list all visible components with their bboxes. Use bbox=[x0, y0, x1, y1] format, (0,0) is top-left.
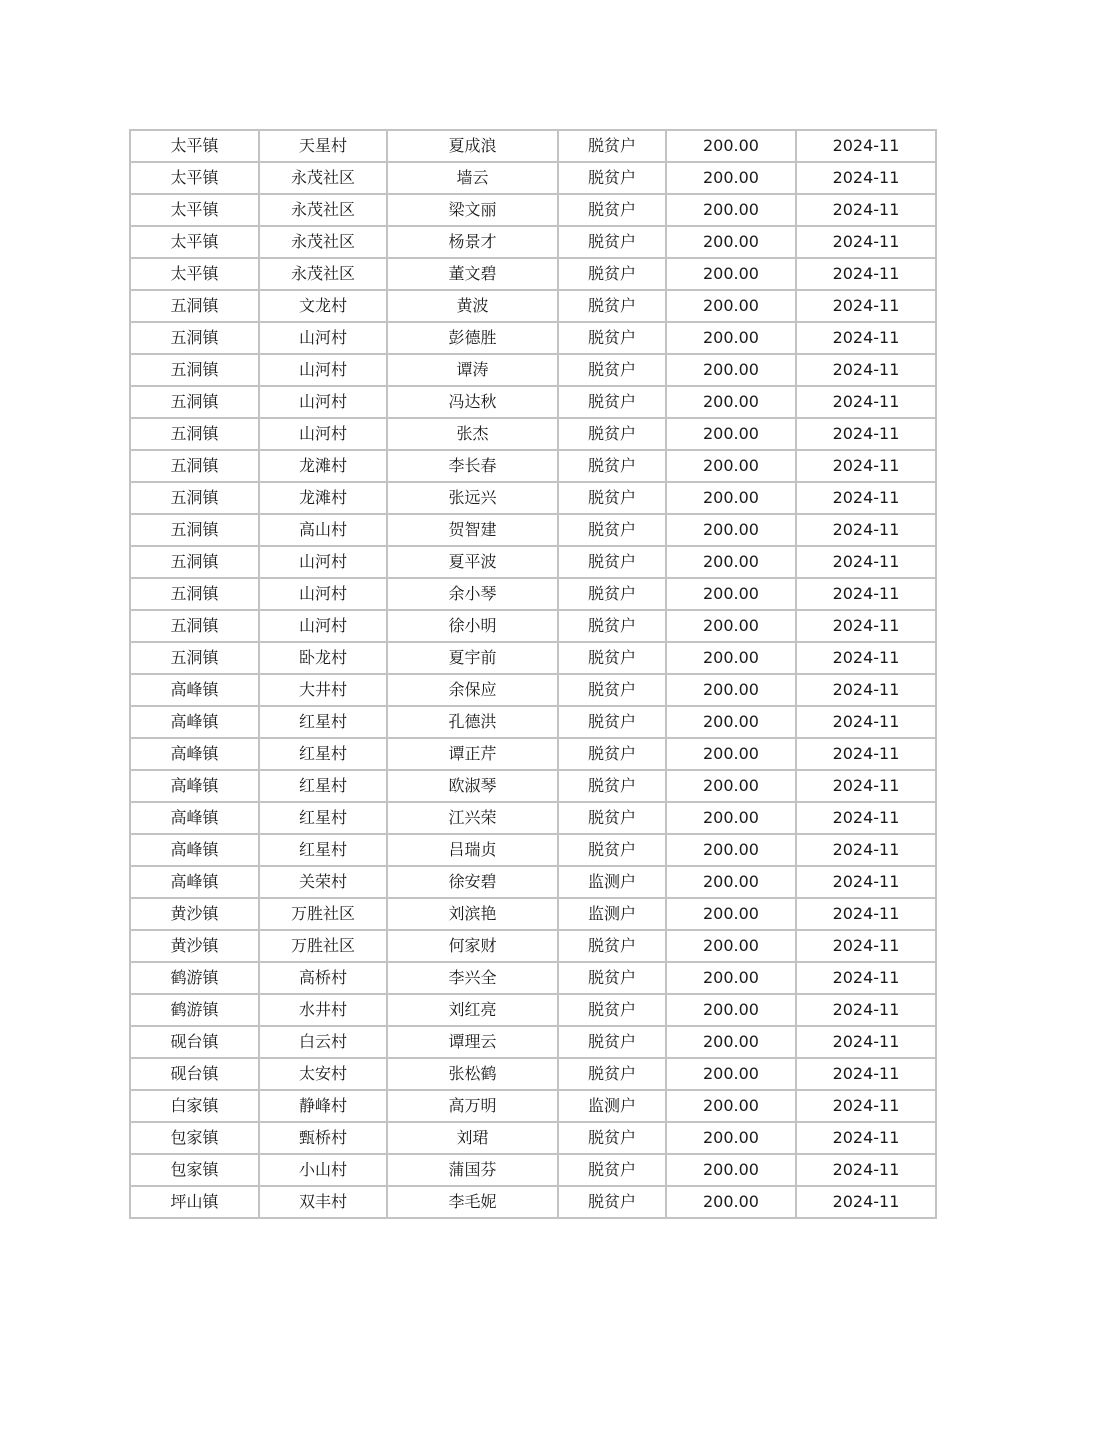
name-cell: 黄波 bbox=[387, 290, 558, 322]
amount-cell: 200.00 bbox=[666, 738, 796, 770]
table-row bbox=[130, 674, 936, 706]
village-cell: 山河村 bbox=[259, 322, 387, 354]
village-cell: 天星村 bbox=[259, 130, 387, 162]
name-cell: 吕瑞贞 bbox=[387, 834, 558, 866]
amount-cell: 200.00 bbox=[666, 354, 796, 386]
household-type-cell: 脱贫户 bbox=[558, 1058, 666, 1090]
household-type-cell: 脱贫户 bbox=[558, 610, 666, 642]
name-cell: 张松鹤 bbox=[387, 1058, 558, 1090]
month-cell: 2024-11 bbox=[796, 930, 936, 962]
town-cell: 五洞镇 bbox=[130, 514, 259, 546]
month-cell: 2024-11 bbox=[796, 1058, 936, 1090]
village-cell: 高桥村 bbox=[259, 962, 387, 994]
village-cell: 万胜社区 bbox=[259, 930, 387, 962]
name-cell: 何家财 bbox=[387, 930, 558, 962]
village-cell: 红星村 bbox=[259, 834, 387, 866]
table-row bbox=[130, 706, 936, 738]
table-row bbox=[130, 1058, 936, 1090]
name-cell: 刘珺 bbox=[387, 1122, 558, 1154]
town-cell: 五洞镇 bbox=[130, 354, 259, 386]
household-type-cell: 脱贫户 bbox=[558, 834, 666, 866]
town-cell: 砚台镇 bbox=[130, 1026, 259, 1058]
town-cell: 包家镇 bbox=[130, 1122, 259, 1154]
amount-cell: 200.00 bbox=[666, 610, 796, 642]
household-type-cell: 脱贫户 bbox=[558, 994, 666, 1026]
village-cell: 山河村 bbox=[259, 354, 387, 386]
table-row bbox=[130, 578, 936, 610]
amount-cell: 200.00 bbox=[666, 386, 796, 418]
household-type-cell: 脱贫户 bbox=[558, 226, 666, 258]
town-cell: 砚台镇 bbox=[130, 1058, 259, 1090]
amount-cell: 200.00 bbox=[666, 514, 796, 546]
household-type-cell: 脱贫户 bbox=[558, 930, 666, 962]
household-type-cell: 脱贫户 bbox=[558, 354, 666, 386]
town-cell: 太平镇 bbox=[130, 194, 259, 226]
table-row bbox=[130, 258, 936, 290]
name-cell: 梁文丽 bbox=[387, 194, 558, 226]
month-cell: 2024-11 bbox=[796, 226, 936, 258]
town-cell: 五洞镇 bbox=[130, 386, 259, 418]
household-type-cell: 脱贫户 bbox=[558, 130, 666, 162]
name-cell: 高万明 bbox=[387, 1090, 558, 1122]
amount-cell: 200.00 bbox=[666, 1154, 796, 1186]
table-row bbox=[130, 418, 936, 450]
town-cell: 太平镇 bbox=[130, 162, 259, 194]
month-cell: 2024-11 bbox=[796, 1154, 936, 1186]
name-cell: 蒲国芬 bbox=[387, 1154, 558, 1186]
table-row bbox=[130, 1090, 936, 1122]
name-cell: 李兴全 bbox=[387, 962, 558, 994]
month-cell: 2024-11 bbox=[796, 994, 936, 1026]
town-cell: 高峰镇 bbox=[130, 866, 259, 898]
name-cell: 江兴荣 bbox=[387, 802, 558, 834]
amount-cell: 200.00 bbox=[666, 1058, 796, 1090]
name-cell: 徐安碧 bbox=[387, 866, 558, 898]
month-cell: 2024-11 bbox=[796, 898, 936, 930]
town-cell: 五洞镇 bbox=[130, 418, 259, 450]
village-cell: 龙滩村 bbox=[259, 450, 387, 482]
month-cell: 2024-11 bbox=[796, 738, 936, 770]
name-cell: 墙云 bbox=[387, 162, 558, 194]
month-cell: 2024-11 bbox=[796, 418, 936, 450]
amount-cell: 200.00 bbox=[666, 674, 796, 706]
amount-cell: 200.00 bbox=[666, 834, 796, 866]
village-cell: 山河村 bbox=[259, 546, 387, 578]
village-cell: 小山村 bbox=[259, 1154, 387, 1186]
village-cell: 山河村 bbox=[259, 610, 387, 642]
month-cell: 2024-11 bbox=[796, 130, 936, 162]
name-cell: 彭德胜 bbox=[387, 322, 558, 354]
village-cell: 文龙村 bbox=[259, 290, 387, 322]
month-cell: 2024-11 bbox=[796, 834, 936, 866]
table-row bbox=[130, 130, 936, 162]
village-cell: 永茂社区 bbox=[259, 226, 387, 258]
name-cell: 余小琴 bbox=[387, 578, 558, 610]
table-row bbox=[130, 1122, 936, 1154]
name-cell: 刘滨艳 bbox=[387, 898, 558, 930]
name-cell: 董文碧 bbox=[387, 258, 558, 290]
town-cell: 五洞镇 bbox=[130, 546, 259, 578]
name-cell: 谭理云 bbox=[387, 1026, 558, 1058]
village-cell: 双丰村 bbox=[259, 1186, 387, 1218]
town-cell: 高峰镇 bbox=[130, 738, 259, 770]
table-row bbox=[130, 770, 936, 802]
household-type-cell: 脱贫户 bbox=[558, 1122, 666, 1154]
table-row bbox=[130, 162, 936, 194]
month-cell: 2024-11 bbox=[796, 1090, 936, 1122]
month-cell: 2024-11 bbox=[796, 1186, 936, 1218]
household-type-cell: 监测户 bbox=[558, 898, 666, 930]
village-cell: 永茂社区 bbox=[259, 258, 387, 290]
household-type-cell: 脱贫户 bbox=[558, 802, 666, 834]
table-row bbox=[130, 386, 936, 418]
name-cell: 谭正芹 bbox=[387, 738, 558, 770]
household-type-cell: 脱贫户 bbox=[558, 706, 666, 738]
amount-cell: 200.00 bbox=[666, 226, 796, 258]
table-row bbox=[130, 866, 936, 898]
household-type-cell: 脱贫户 bbox=[558, 962, 666, 994]
table-row bbox=[130, 994, 936, 1026]
household-type-cell: 监测户 bbox=[558, 1090, 666, 1122]
table-row bbox=[130, 194, 936, 226]
month-cell: 2024-11 bbox=[796, 322, 936, 354]
town-cell: 太平镇 bbox=[130, 258, 259, 290]
town-cell: 高峰镇 bbox=[130, 674, 259, 706]
name-cell: 张杰 bbox=[387, 418, 558, 450]
month-cell: 2024-11 bbox=[796, 578, 936, 610]
household-type-cell: 脱贫户 bbox=[558, 674, 666, 706]
amount-cell: 200.00 bbox=[666, 290, 796, 322]
month-cell: 2024-11 bbox=[796, 962, 936, 994]
village-cell: 山河村 bbox=[259, 578, 387, 610]
household-type-cell: 脱贫户 bbox=[558, 1154, 666, 1186]
table-row bbox=[130, 962, 936, 994]
village-cell: 静峰村 bbox=[259, 1090, 387, 1122]
household-type-cell: 脱贫户 bbox=[558, 418, 666, 450]
amount-cell: 200.00 bbox=[666, 322, 796, 354]
village-cell: 永茂社区 bbox=[259, 194, 387, 226]
name-cell: 夏宇前 bbox=[387, 642, 558, 674]
name-cell: 贺智建 bbox=[387, 514, 558, 546]
month-cell: 2024-11 bbox=[796, 194, 936, 226]
town-cell: 坪山镇 bbox=[130, 1186, 259, 1218]
name-cell: 李毛妮 bbox=[387, 1186, 558, 1218]
town-cell: 五洞镇 bbox=[130, 450, 259, 482]
village-cell: 甄桥村 bbox=[259, 1122, 387, 1154]
month-cell: 2024-11 bbox=[796, 162, 936, 194]
month-cell: 2024-11 bbox=[796, 386, 936, 418]
household-type-cell: 脱贫户 bbox=[558, 386, 666, 418]
table-row bbox=[130, 226, 936, 258]
household-type-cell: 脱贫户 bbox=[558, 770, 666, 802]
village-cell: 山河村 bbox=[259, 418, 387, 450]
amount-cell: 200.00 bbox=[666, 418, 796, 450]
name-cell: 杨景才 bbox=[387, 226, 558, 258]
month-cell: 2024-11 bbox=[796, 450, 936, 482]
month-cell: 2024-11 bbox=[796, 674, 936, 706]
name-cell: 徐小明 bbox=[387, 610, 558, 642]
town-cell: 五洞镇 bbox=[130, 610, 259, 642]
household-type-cell: 脱贫户 bbox=[558, 738, 666, 770]
town-cell: 五洞镇 bbox=[130, 482, 259, 514]
subsidy-roster-table bbox=[129, 129, 937, 1219]
town-cell: 五洞镇 bbox=[130, 290, 259, 322]
town-cell: 五洞镇 bbox=[130, 322, 259, 354]
table-row bbox=[130, 1186, 936, 1218]
town-cell: 黄沙镇 bbox=[130, 930, 259, 962]
amount-cell: 200.00 bbox=[666, 482, 796, 514]
household-type-cell: 脱贫户 bbox=[558, 578, 666, 610]
roster-body bbox=[130, 130, 936, 1218]
name-cell: 谭涛 bbox=[387, 354, 558, 386]
amount-cell: 200.00 bbox=[666, 450, 796, 482]
month-cell: 2024-11 bbox=[796, 546, 936, 578]
town-cell: 太平镇 bbox=[130, 226, 259, 258]
town-cell: 黄沙镇 bbox=[130, 898, 259, 930]
month-cell: 2024-11 bbox=[796, 354, 936, 386]
table-row bbox=[130, 322, 936, 354]
month-cell: 2024-11 bbox=[796, 1122, 936, 1154]
village-cell: 水井村 bbox=[259, 994, 387, 1026]
amount-cell: 200.00 bbox=[666, 1026, 796, 1058]
month-cell: 2024-11 bbox=[796, 706, 936, 738]
table-row bbox=[130, 290, 936, 322]
name-cell: 余保应 bbox=[387, 674, 558, 706]
household-type-cell: 脱贫户 bbox=[558, 642, 666, 674]
town-cell: 高峰镇 bbox=[130, 770, 259, 802]
household-type-cell: 脱贫户 bbox=[558, 1026, 666, 1058]
household-type-cell: 脱贫户 bbox=[558, 290, 666, 322]
household-type-cell: 脱贫户 bbox=[558, 162, 666, 194]
amount-cell: 200.00 bbox=[666, 578, 796, 610]
amount-cell: 200.00 bbox=[666, 194, 796, 226]
household-type-cell: 脱贫户 bbox=[558, 1186, 666, 1218]
village-cell: 白云村 bbox=[259, 1026, 387, 1058]
month-cell: 2024-11 bbox=[796, 482, 936, 514]
amount-cell: 200.00 bbox=[666, 898, 796, 930]
town-cell: 鹤游镇 bbox=[130, 994, 259, 1026]
month-cell: 2024-11 bbox=[796, 642, 936, 674]
village-cell: 大井村 bbox=[259, 674, 387, 706]
month-cell: 2024-11 bbox=[796, 610, 936, 642]
household-type-cell: 脱贫户 bbox=[558, 258, 666, 290]
household-type-cell: 脱贫户 bbox=[558, 546, 666, 578]
month-cell: 2024-11 bbox=[796, 290, 936, 322]
month-cell: 2024-11 bbox=[796, 770, 936, 802]
amount-cell: 200.00 bbox=[666, 162, 796, 194]
amount-cell: 200.00 bbox=[666, 930, 796, 962]
name-cell: 刘红亮 bbox=[387, 994, 558, 1026]
village-cell: 高山村 bbox=[259, 514, 387, 546]
amount-cell: 200.00 bbox=[666, 706, 796, 738]
town-cell: 高峰镇 bbox=[130, 834, 259, 866]
amount-cell: 200.00 bbox=[666, 258, 796, 290]
month-cell: 2024-11 bbox=[796, 866, 936, 898]
name-cell: 张远兴 bbox=[387, 482, 558, 514]
table-row bbox=[130, 1154, 936, 1186]
village-cell: 永茂社区 bbox=[259, 162, 387, 194]
name-cell: 夏成浪 bbox=[387, 130, 558, 162]
village-cell: 红星村 bbox=[259, 802, 387, 834]
month-cell: 2024-11 bbox=[796, 1026, 936, 1058]
table-row bbox=[130, 514, 936, 546]
table-row bbox=[130, 802, 936, 834]
amount-cell: 200.00 bbox=[666, 802, 796, 834]
town-cell: 白家镇 bbox=[130, 1090, 259, 1122]
town-cell: 高峰镇 bbox=[130, 706, 259, 738]
village-cell: 卧龙村 bbox=[259, 642, 387, 674]
town-cell: 鹤游镇 bbox=[130, 962, 259, 994]
household-type-cell: 监测户 bbox=[558, 866, 666, 898]
town-cell: 五洞镇 bbox=[130, 642, 259, 674]
amount-cell: 200.00 bbox=[666, 994, 796, 1026]
table-row bbox=[130, 482, 936, 514]
household-type-cell: 脱贫户 bbox=[558, 482, 666, 514]
town-cell: 五洞镇 bbox=[130, 578, 259, 610]
amount-cell: 200.00 bbox=[666, 130, 796, 162]
village-cell: 关荣村 bbox=[259, 866, 387, 898]
town-cell: 高峰镇 bbox=[130, 802, 259, 834]
name-cell: 孔德洪 bbox=[387, 706, 558, 738]
month-cell: 2024-11 bbox=[796, 258, 936, 290]
amount-cell: 200.00 bbox=[666, 1090, 796, 1122]
name-cell: 李长春 bbox=[387, 450, 558, 482]
village-cell: 红星村 bbox=[259, 738, 387, 770]
table-row bbox=[130, 450, 936, 482]
table-row bbox=[130, 642, 936, 674]
amount-cell: 200.00 bbox=[666, 770, 796, 802]
town-cell: 太平镇 bbox=[130, 130, 259, 162]
village-cell: 龙滩村 bbox=[259, 482, 387, 514]
household-type-cell: 脱贫户 bbox=[558, 450, 666, 482]
table-row bbox=[130, 898, 936, 930]
village-cell: 红星村 bbox=[259, 770, 387, 802]
amount-cell: 200.00 bbox=[666, 1186, 796, 1218]
table-row bbox=[130, 930, 936, 962]
household-type-cell: 脱贫户 bbox=[558, 194, 666, 226]
household-type-cell: 脱贫户 bbox=[558, 514, 666, 546]
month-cell: 2024-11 bbox=[796, 514, 936, 546]
town-cell: 包家镇 bbox=[130, 1154, 259, 1186]
month-cell: 2024-11 bbox=[796, 802, 936, 834]
village-cell: 万胜社区 bbox=[259, 898, 387, 930]
table-row bbox=[130, 610, 936, 642]
amount-cell: 200.00 bbox=[666, 1122, 796, 1154]
table-row bbox=[130, 834, 936, 866]
table-row bbox=[130, 546, 936, 578]
table-row bbox=[130, 1026, 936, 1058]
name-cell: 欧淑琴 bbox=[387, 770, 558, 802]
village-cell: 太安村 bbox=[259, 1058, 387, 1090]
name-cell: 冯达秋 bbox=[387, 386, 558, 418]
village-cell: 红星村 bbox=[259, 706, 387, 738]
household-type-cell: 脱贫户 bbox=[558, 322, 666, 354]
table-row bbox=[130, 738, 936, 770]
village-cell: 山河村 bbox=[259, 386, 387, 418]
table-row bbox=[130, 354, 936, 386]
amount-cell: 200.00 bbox=[666, 642, 796, 674]
amount-cell: 200.00 bbox=[666, 866, 796, 898]
name-cell: 夏平波 bbox=[387, 546, 558, 578]
amount-cell: 200.00 bbox=[666, 962, 796, 994]
amount-cell: 200.00 bbox=[666, 546, 796, 578]
